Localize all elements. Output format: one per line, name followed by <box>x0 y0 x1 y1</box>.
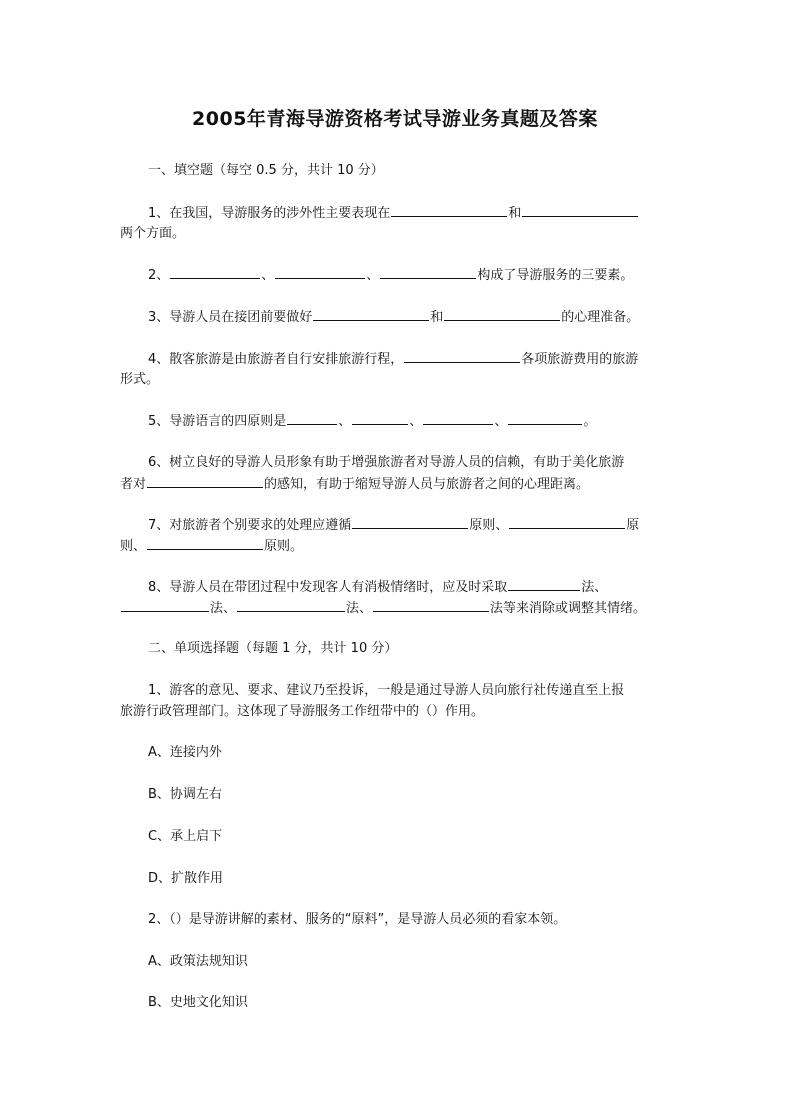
question-text: 原 <box>626 518 640 533</box>
question-text: 法、 <box>346 601 373 616</box>
answer-blank <box>508 576 580 591</box>
fill-question-1-cont: 两个方面。 <box>120 226 186 241</box>
fill-question-6-cont <box>120 473 670 495</box>
question-text: 的心理准备。 <box>561 310 640 325</box>
choice-option-a: A、连接内外 <box>148 745 222 760</box>
fill-question-7 <box>120 514 698 536</box>
question-text: 2、 <box>148 268 170 283</box>
question-text: 者对 <box>120 477 147 492</box>
question-text: 、 <box>494 414 508 429</box>
answer-blank <box>170 264 260 279</box>
answer-blank <box>509 514 625 529</box>
choice-option-a: A、政策法规知识 <box>148 954 248 969</box>
question-text: 3、导游人员在接团前要做好 <box>148 310 313 325</box>
answer-blank <box>373 597 489 612</box>
fill-question-4-cont: 形式。 <box>120 372 160 387</box>
answer-blank <box>444 306 560 321</box>
answer-blank <box>275 264 365 279</box>
answer-blank <box>121 597 209 612</box>
choice-option-b: B、史地文化知识 <box>148 995 248 1010</box>
answer-blank <box>313 306 429 321</box>
fill-question-3 <box>120 306 698 328</box>
question-text: 则、 <box>120 539 147 554</box>
answer-blank <box>423 410 493 425</box>
choice-option-d: D、扩散作用 <box>148 871 224 886</box>
question-text: 、 <box>338 414 352 429</box>
answer-blank <box>147 535 263 550</box>
choice-question-1-cont: 旅游行政管理部门。这体现了导游服务工作纽带中的（）作用。 <box>120 704 485 719</box>
question-text: 各项旅游费用的旅游 <box>521 352 639 367</box>
fill-question-4 <box>120 348 698 370</box>
answer-blank <box>287 410 337 425</box>
question-text: 构成了导游服务的三要素。 <box>477 268 634 283</box>
question-text: 、 <box>409 414 423 429</box>
question-text: 的感知，有助于缩短导游人员与旅游者之间的心理距离。 <box>264 477 590 492</box>
answer-blank <box>380 264 476 279</box>
question-text: 1、在我国，导游服务的涉外性主要表现在 <box>148 206 391 221</box>
question-text: 7、对旅游者个别要求的处理应遵循 <box>148 518 352 533</box>
question-text: 和 <box>430 310 444 325</box>
question-text: 原则、 <box>469 518 509 533</box>
answer-blank <box>391 202 507 217</box>
choice-option-c: C、承上启下 <box>148 829 223 844</box>
question-text: 4、散客旅游是由旅游者自行安排旅游行程， <box>148 352 404 367</box>
choice-question-2: 2、（）是导游讲解的素材、服务的“原料”，是导游人员必须的看家本领。 <box>148 912 567 927</box>
question-text: 8、导游人员在带团过程中发现客人有消极情绪时，应及时采取 <box>148 580 508 595</box>
fill-question-6: 6、树立良好的导游人员形象有助于增强旅游者对导游人员的信赖，有助于美化旅游 <box>148 455 625 470</box>
fill-question-5 <box>120 410 698 432</box>
question-text: 和 <box>508 206 522 221</box>
document-title: 2005年青海导游资格考试导游业务真题及答案 <box>192 108 598 130</box>
question-text: 法、 <box>581 580 608 595</box>
answer-blank <box>237 597 345 612</box>
question-text: 。 <box>583 414 597 429</box>
choice-question-1: 1、游客的意见、要求、建议乃至投诉，一般是通过导游人员向旅行社传递直至上报 <box>148 683 625 698</box>
answer-blank <box>404 348 520 363</box>
question-text: 法、 <box>210 601 237 616</box>
answer-blank <box>508 410 582 425</box>
answer-blank <box>352 410 408 425</box>
question-text: 法等来消除或调整其情绪。 <box>490 601 647 616</box>
choice-option-b: B、协调左右 <box>148 787 222 802</box>
question-text: 5、导游语言的四原则是 <box>148 414 287 429</box>
section-1-heading: 一、填空题（每空 0.5 分，共计 10 分） <box>148 163 384 178</box>
fill-question-8 <box>120 576 698 598</box>
question-text: 原则。 <box>264 539 304 554</box>
question-text: 、 <box>261 268 275 283</box>
answer-blank <box>147 473 263 488</box>
fill-question-7-cont <box>120 535 670 557</box>
answer-blank <box>352 514 468 529</box>
section-2-heading: 二、单项选择题（每题 1 分，共计 10 分） <box>148 641 398 656</box>
fill-question-8-cont <box>120 597 670 619</box>
fill-question-2 <box>120 264 698 286</box>
question-text: 、 <box>366 268 380 283</box>
answer-blank <box>522 202 638 217</box>
fill-question-1 <box>120 202 698 224</box>
